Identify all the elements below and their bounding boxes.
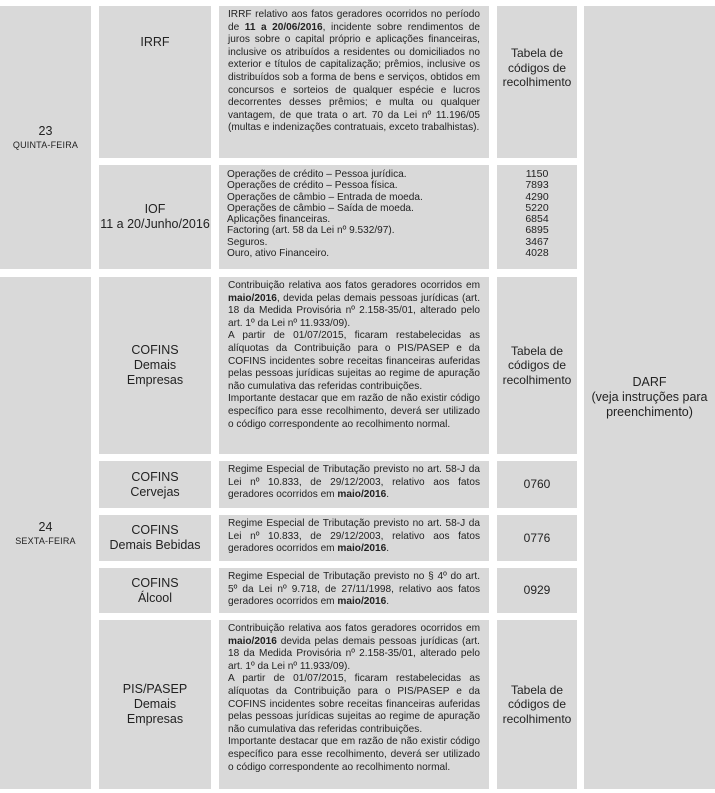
code-text: 0760 [523,477,551,492]
code-text: Tabela de [510,46,564,61]
desc-cofins-alcool [219,568,489,613]
iof-item: Operações de crédito – Pessoa jurídica. [227,169,407,180]
description-text: Regime Especial de Tributação previsto no art. 58-J da Lei nº 10.833, de 29/12/2003, relativo aos fatos geradores ocorridos em maio/2016. [228,518,480,555]
code-irrf [497,6,577,158]
tax-name: COFINS [131,575,179,590]
tax-name: IRRF [140,34,170,49]
darf-note: preenchimento) [606,405,693,419]
code-cofins-demais [497,277,577,454]
iof-item: Operações de crédito – Pessoa física. [227,180,398,192]
weekday: QUINTA-FEIRA [12,140,79,150]
desc-cofins-cervejas [219,461,489,508]
code-text: Tabela de [510,682,564,697]
iof-code: 6854 [525,213,549,226]
code-text: códigos de [507,358,567,373]
tax-name-irrf [99,6,211,158]
tax-name-cofins-cervejas [99,461,211,508]
day-cell-23 [0,6,91,269]
tax-name: Álcool [137,590,173,605]
code-text: 0776 [523,530,551,545]
tax-name-pis [99,620,211,789]
iof-item: Aplicações financeiras. [227,214,331,226]
tax-name: COFINS [131,469,179,484]
tax-name: Cervejas [130,484,180,499]
iof-item: Operações de câmbio – Entrada de moeda. [227,191,423,203]
iof-code: 7893 [525,179,549,192]
tax-name-cofins-demais [99,277,211,454]
code-text: recolhimento [502,711,572,726]
desc-irrf [219,6,489,158]
code-text: recolhimento [502,372,572,387]
iof-code: 6895 [525,224,549,237]
tax-name-iof [99,165,211,269]
desc-pis [219,620,489,789]
description-text: Importante destacar que em razão de não existir código específico para esse recolhimento, deverá ser utilizado o código correspondente ao recolhimento normal. [228,393,480,430]
darf-title: DARF [632,375,667,389]
description-text: Contribuição relativa aos fatos geradores ocorridos em maio/2016 devida pelas demais pessoas jurídicas (art. 18 da Medida Provisória nº 2.158-35/01, alterado pelo art. 1º da Lei nº 11.933/09). [228,623,480,672]
iof-item: Seguros. [227,236,268,248]
tax-period: 11 a 20/Junho/2016 [100,217,210,231]
tax-name: Empresas [126,712,184,726]
tax-name: COFINS [131,343,179,357]
tax-name: Demais Bebidas [109,538,201,552]
weekday: SEXTA-FEIRA [15,535,76,546]
iof-code: 4028 [525,247,549,260]
code-text: códigos de [507,697,567,712]
description-text: Contribuição relativa aos fatos geradores ocorridos em maio/2016, devida pelas demais pessoas jurídicas (art. 18 da Medida Provisória nº 2.158-35/01, alterado pelo art. 1º da Lei nº 11.933/09). [228,280,480,329]
description-text: A partir de 01/07/2015, ficaram restabelecidas as alíquotas da Contribuição para o PIS/PASEP e da COFINS incidentes sobre receitas financeiras auferidas pelas pessoas jurídicas sujeitas ao regime de apuração não cumulativa das referidas contribuições. [228,673,480,735]
iof-code: 1150 [525,168,549,180]
day-cell-24 [0,277,91,789]
day-number: 24 [38,519,53,534]
darf-cell [584,6,715,789]
description-text: IRRF relativo aos fatos geradores ocorridos no período de 11 a 20/06/2016, incidente sobre rendimentos de juros sobre o capital próprio e aplicações financeiras, inclusive os atribuídos a residentes ou domiciliados no exterior e títulos de capitalização; prêmios, inclusive os distribuídos sob a forma de bens e serviços, obtidos em concursos e sorteios de qualquer espécie e lucros decorrentes desses prêmios; e multa ou qualquer vantagem, de que trata o art. 70 da Lei nº 11.196/05 (multas e indenizações contratuais, exceto trabalhistas). [228,9,480,134]
day-number: 23 [38,124,53,138]
code-text: Tabela de [510,343,564,358]
iof-item: Operações de câmbio – Saída de moeda. [227,202,414,214]
iof-code: 5220 [525,201,549,214]
desc-cofins-demais [219,277,489,454]
desc-iof [219,165,489,269]
description-text: A partir de 01/07/2015, ficaram restabelecidas as alíquotas da Contribuição para o PIS/PASEP e da COFINS incidentes sobre receitas financeiras auferidas pelas pessoas jurídicas sujeitas ao regime de apuração não cumulativa das referidas contribuições. [228,330,480,392]
tax-name-cofins-alcool [99,568,211,613]
code-cofins-alcool [497,568,577,613]
code-text: 0929 [523,583,551,598]
description-text: Importante destacar que em razão de não existir código específico para esse recolhimento, deverá ser utilizado o código correspondente ao recolhimento normal. [228,736,480,773]
code-text: recolhimento [502,75,572,90]
code-text: códigos de [507,60,567,75]
tax-name: PIS/PASEP [122,682,188,696]
iof-code: 4290 [525,190,549,203]
code-cofins-cervejas [497,461,577,508]
tax-name: Empresas [126,373,184,387]
description-text: Regime Especial de Tributação previsto no art. 58-J da Lei nº 10.833, de 29/12/2003, relativo aos fatos geradores ocorridos em maio/2016. [228,464,480,501]
tax-name: COFINS [131,523,179,537]
code-iof [497,165,577,269]
code-pis [497,620,577,789]
tax-name-cofins-bebidas [99,515,211,561]
iof-item: Ouro, ativo Financeiro. [227,248,330,260]
tax-name: IOF [144,202,166,216]
desc-cofins-bebidas [219,515,489,561]
iof-code: 3467 [525,235,549,248]
darf-note: (veja instruções para [591,390,708,404]
tax-name: Demais [133,358,177,372]
tax-name: Demais [133,697,177,711]
description-text: Regime Especial de Tributação previsto no § 4º do art. 5º da Lei nº 9.718, de 27/11/1998, relativo aos fatos geradores ocorridos em maio/2016. [228,571,480,608]
code-cofins-bebidas [497,515,577,561]
iof-item: Factoring (art. 58 da Lei nº 9.532/97). [227,225,395,237]
